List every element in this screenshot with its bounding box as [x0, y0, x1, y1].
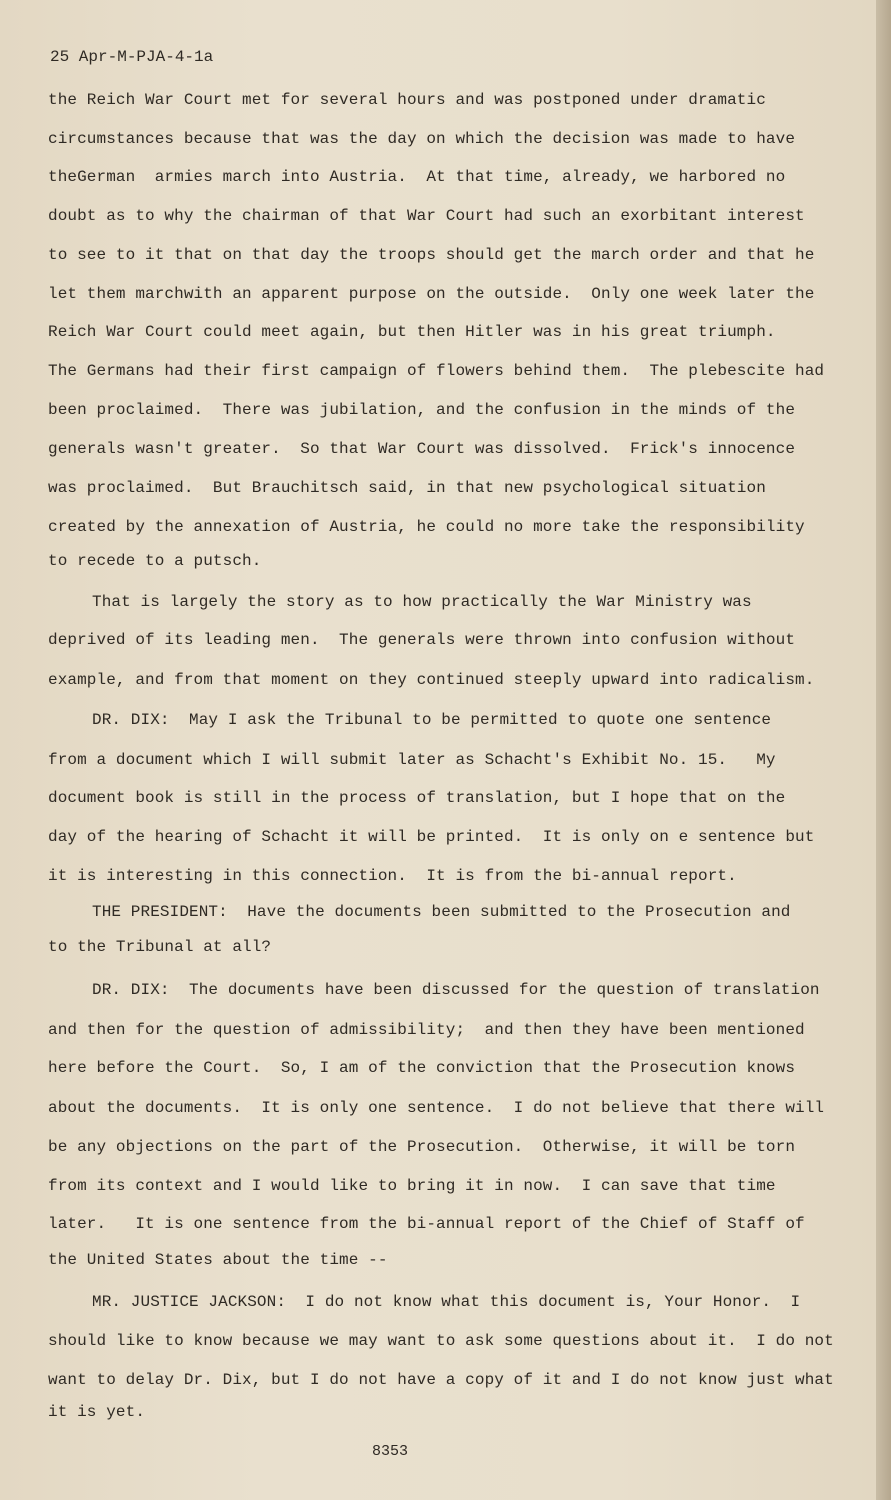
text-line: later. It is one sentence from the bi-annual report of the Chief of Staff of: [48, 1215, 805, 1233]
text-line: let them marchwith an apparent purpose on the outside. Only one week later the: [48, 285, 815, 303]
text-line: it is yet.: [48, 1403, 146, 1421]
text-line: DR. DIX: The documents have been discussed for the question of translation: [92, 981, 820, 999]
text-line: the United States about the time --: [48, 1251, 388, 1269]
text-line: been proclaimed. There was jubilation, and the confusion in the minds of the: [48, 401, 796, 419]
text-line: the Reich War Court met for several hours and was postponed under dramatic: [48, 91, 766, 109]
text-line: from a document which I will submit later as Schacht's Exhibit No. 15. My: [48, 751, 776, 769]
text-line: to recede to a putsch.: [48, 552, 262, 570]
text-line: to see to it that on that day the troops should get the march order and that he: [48, 246, 815, 264]
text-line: The Germans had their first campaign of flowers behind them. The plebescite had: [48, 362, 825, 380]
text-line: That is largely the story as to how practically the War Ministry was: [92, 593, 752, 611]
text-line: it is interesting in this connection. It is from the bi-annual report.: [48, 867, 737, 885]
text-line: was proclaimed. But Brauchitsch said, in that new psychological situation: [48, 479, 766, 497]
text-line: DR. DIX: May I ask the Tribunal to be permitted to quote one sentence: [92, 711, 772, 729]
text-line: about the documents. It is only one sentence. I do not believe that there will: [48, 1099, 825, 1117]
text-line: doubt as to why the chairman of that War Court had such an exorbitant interest: [48, 207, 805, 225]
text-line: circumstances because that was the day on which the decision was made to have: [48, 130, 796, 148]
text-line: day of the hearing of Schacht it will be printed. It is only on e sentence but: [48, 828, 815, 846]
text-line: deprived of its leading men. The generals were thrown into confusion without: [48, 631, 796, 649]
text-line: Reich War Court could meet again, but then Hitler was in his great triumph.: [48, 323, 776, 341]
text-line: to the Tribunal at all?: [48, 938, 272, 956]
text-line: should like to know because we may want to ask some questions about it. I do not: [48, 1332, 834, 1350]
text-line: theGerman armies march into Austria. At that time, already, we harbored no: [48, 168, 786, 186]
text-line: THE PRESIDENT: Have the documents been submitted to the Prosecution and: [92, 903, 791, 921]
page-edge: [876, 0, 891, 1500]
page-number: 8353: [372, 1443, 409, 1460]
text-line: generals wasn't greater. So that War Court was dissolved. Frick's innocence: [48, 440, 796, 458]
text-line: want to delay Dr. Dix, but I do not have a copy of it and I do not know just what: [48, 1371, 834, 1389]
text-line: MR. JUSTICE JACKSON: I do not know what this document is, Your Honor. I: [92, 1293, 801, 1311]
text-line: created by the annexation of Austria, he could no more take the responsibility: [48, 518, 805, 536]
text-line: here before the Court. So, I am of the conviction that the Prosecution knows: [48, 1059, 796, 1077]
text-line: be any objections on the part of the Prosecution. Otherwise, it will be torn: [48, 1138, 796, 1156]
text-line: document book is still in the process of translation, but I hope that on the: [48, 789, 786, 807]
text-line: example, and from that moment on they continued steeply upward into radicalism.: [48, 671, 815, 689]
text-line: and then for the question of admissibility; and then they have been mentioned: [48, 1021, 805, 1039]
document-header-code: 25 Apr-M-PJA-4-1a: [50, 48, 214, 66]
text-line: from its context and I would like to bring it in now. I can save that time: [48, 1177, 776, 1195]
